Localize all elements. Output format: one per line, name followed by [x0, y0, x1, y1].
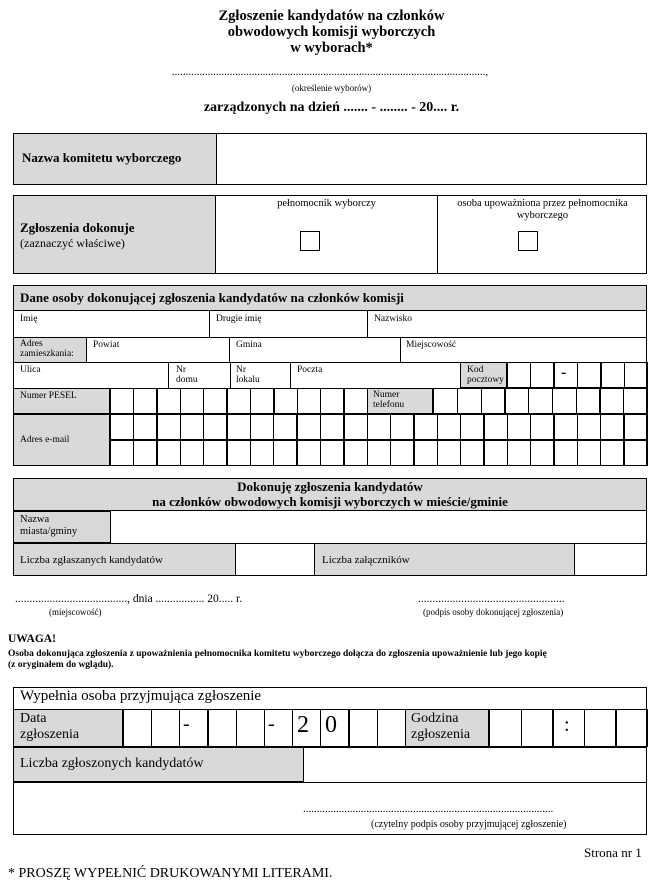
post-office-label: Poczta [297, 365, 323, 375]
time-l2: zgłoszenia [411, 727, 471, 742]
email-char-cell[interactable] [390, 440, 414, 466]
pesel-digit-cell[interactable] [297, 388, 321, 414]
place-caption: (miejscowość) [49, 607, 102, 617]
email-char-cell[interactable] [624, 440, 648, 466]
email-char-cell[interactable] [157, 440, 181, 466]
city-l2: miasta/gminy [20, 526, 78, 537]
note-text-l1: Osoba dokonująca zgłoszenia z upoważnienia pełnomocnika komitetu wyborczego dołącza do zgłoszenia upoważnienie lub jego kopię [8, 649, 547, 659]
first-name-input[interactable] [14, 324, 208, 336]
year-digit-2: 2 [297, 712, 309, 738]
row-line [13, 782, 647, 783]
last-name-input[interactable] [368, 324, 646, 336]
phone-label [373, 390, 404, 410]
receiver-title: Wypełnia osoba przyjmująca zgłoszenie [20, 688, 262, 704]
postal-code-l1: Kod [467, 365, 484, 375]
phone-digit-cell[interactable] [623, 388, 648, 414]
address-label-l2: zamieszkania: [20, 349, 74, 359]
attachments-count-label: Liczba załączników [322, 554, 410, 566]
time-colon: : [564, 714, 570, 736]
receipt-date-digit-cell[interactable] [236, 709, 265, 747]
house-no-label [176, 365, 198, 385]
email-char-cell[interactable] [367, 414, 391, 440]
commune-label: Gmina [236, 340, 262, 350]
email-char-cell[interactable] [297, 440, 321, 466]
note-title: UWAGA! [8, 633, 56, 645]
row-line [13, 337, 647, 338]
date-dash-2: - [268, 713, 275, 735]
county-label: Powiat [93, 340, 120, 350]
page-number: Strona nr 1 [584, 845, 642, 860]
candidates-count-label: Liczba zgłaszanych kandydatów [20, 554, 163, 566]
divider [229, 337, 230, 362]
divider [290, 362, 291, 388]
email-char-cell[interactable] [273, 440, 297, 466]
email-char-cell[interactable] [460, 440, 484, 466]
email-char-cell[interactable] [110, 440, 134, 466]
receipt-time-digit-cell[interactable] [615, 709, 648, 747]
email-char-cell[interactable] [297, 414, 321, 440]
email-char-cell[interactable] [250, 414, 274, 440]
pesel-digit-cell[interactable] [133, 388, 157, 414]
middle-name-label: Drugie imię [216, 314, 262, 324]
receipt-date-digit-cell[interactable] [123, 709, 152, 747]
divider [230, 362, 231, 388]
note-text-l2: (z oryginałem do wglądu). [8, 660, 114, 670]
email-char-cell[interactable] [227, 414, 251, 440]
receipt-date-label [20, 711, 79, 743]
pesel-digit-cell[interactable] [274, 388, 298, 414]
divider [168, 362, 169, 388]
option-authorized-label [440, 198, 645, 222]
house-no-l2: domu [176, 375, 198, 385]
submitter-hint: (zaznaczyć właściwe) [20, 236, 125, 250]
email-char-cell[interactable] [367, 440, 391, 466]
email-label: Adres e-mail [20, 435, 70, 445]
email-char-cell[interactable] [133, 414, 157, 440]
receipt-time-digit-cell[interactable] [584, 709, 617, 747]
date-dash-1: - [183, 713, 190, 735]
email-char-cell[interactable] [133, 440, 157, 466]
committee-name-input[interactable] [218, 134, 646, 184]
first-name-label: Imię [20, 314, 38, 324]
pesel-digit-cell[interactable] [110, 388, 134, 414]
email-char-cell[interactable] [227, 440, 251, 466]
postal-code-digit-cell[interactable] [624, 362, 648, 388]
address-label [20, 339, 74, 359]
option-proxy-checkbox[interactable] [300, 231, 320, 251]
phone-digit-cell[interactable] [433, 388, 458, 414]
receiver-signature-caption: (czytelny podpis osoby przyjmującej zgłoszenie) [371, 819, 567, 830]
email-char-cell[interactable] [180, 440, 204, 466]
city-l1: Nazwa [20, 514, 50, 525]
title-line-2: obwodowych komisji wyborczych [227, 24, 436, 40]
email-char-cell[interactable] [600, 440, 624, 466]
address-label-l1: Adres [20, 339, 43, 349]
receiver-signature-field[interactable]: ........................................................................................... [303, 803, 554, 815]
flat-no-label [236, 365, 260, 385]
person-section-title: Dane osoby dokonującej zgłoszenia kandydatów na członków komisji [20, 290, 404, 305]
year-digit-0: 0 [325, 712, 337, 738]
pesel-digit-cell[interactable] [320, 388, 344, 414]
note-text [8, 649, 658, 671]
email-char-cell[interactable] [460, 414, 484, 440]
election-caption: (określenie wyborów) [291, 83, 372, 93]
attachments-count-input[interactable] [576, 544, 646, 575]
submitter-signature-field[interactable]: ................................................... [418, 593, 565, 605]
phone-l1: Numer [373, 390, 400, 400]
receipt-time-digit-cell[interactable] [489, 709, 522, 747]
pesel-digit-cell[interactable] [180, 388, 204, 414]
email-char-cell[interactable] [577, 414, 601, 440]
phone-digit-cell[interactable] [576, 388, 601, 414]
email-char-cell[interactable] [577, 440, 601, 466]
flat-no-l2: lokalu [236, 375, 260, 385]
email-char-cell[interactable] [600, 414, 624, 440]
flat-no-l1: Nr [236, 365, 247, 375]
postal-code-l2: pocztowy [467, 375, 504, 385]
email-char-cell[interactable] [507, 440, 531, 466]
email-char-cell[interactable] [437, 414, 461, 440]
middle-name-input[interactable] [210, 324, 366, 336]
form-title [0, 8, 663, 56]
street-label: Ulica [20, 365, 41, 375]
email-char-cell[interactable] [624, 414, 648, 440]
receipt-date-digit-cell[interactable] [208, 709, 237, 747]
last-name-label: Nazwisko [374, 314, 412, 324]
submission-title-l1: Dokonuję zgłoszenia kandydatów [237, 479, 423, 494]
time-label [411, 711, 470, 743]
postal-code-digit-cell[interactable] [530, 362, 554, 388]
email-char-cell[interactable] [344, 440, 368, 466]
postal-dash: - [561, 364, 567, 381]
house-no-l1: Nr [176, 365, 187, 375]
receipt-time-digit-cell[interactable] [521, 709, 554, 747]
phone-digit-cell[interactable] [528, 388, 553, 414]
email-char-cell[interactable] [157, 414, 181, 440]
phone-digit-cell[interactable] [599, 388, 624, 414]
submission-title [13, 479, 647, 509]
email-char-cell[interactable] [414, 440, 438, 466]
pesel-label: Numer PESEL [20, 391, 77, 401]
pesel-digit-cell[interactable] [227, 388, 251, 414]
footnote: * PROSZĘ WYPEŁNIĆ DRUKOWANYMI LITERAMI. [8, 866, 333, 881]
email-char-cell[interactable] [554, 440, 578, 466]
committee-label: Nazwa komitetu wyborczego [22, 150, 182, 165]
receipt-date-digit-cell[interactable] [151, 709, 180, 747]
submission-title-l2: na członków obwodowych komisji wyborczych w mieście/gminie [152, 494, 508, 509]
place-date-field[interactable]: ......................................., dnia ................. 20..... r. [15, 593, 243, 605]
postal-code-digit-cell[interactable] [507, 362, 531, 388]
email-char-cell[interactable] [414, 414, 438, 440]
title-line-3: w wyborach* [290, 40, 373, 56]
pesel-digit-cell[interactable] [344, 388, 368, 414]
phone-digit-cell[interactable] [552, 388, 577, 414]
option-authorized-checkbox[interactable] [518, 231, 538, 251]
email-char-cell[interactable] [507, 414, 531, 440]
email-char-cell[interactable] [344, 414, 368, 440]
email-char-cell[interactable] [554, 414, 578, 440]
phone-digit-cell[interactable] [457, 388, 482, 414]
email-char-cell[interactable] [320, 414, 344, 440]
receipt-date-l1: Data [20, 711, 47, 726]
receipt-date-l2: zgłoszenia [20, 727, 80, 742]
city-label [20, 514, 77, 538]
divider [437, 195, 438, 274]
email-char-cell[interactable] [203, 414, 227, 440]
email-char-cell[interactable] [273, 414, 297, 440]
received-count-input[interactable] [305, 748, 646, 781]
email-char-cell[interactable] [437, 440, 461, 466]
town-label: Miejscowość [406, 340, 457, 350]
email-char-cell[interactable] [390, 414, 414, 440]
email-char-cell[interactable] [250, 440, 274, 466]
time-l1: Godzina [411, 711, 459, 726]
postal-code-label [467, 365, 504, 385]
pesel-digit-cell[interactable] [250, 388, 274, 414]
email-char-cell[interactable] [110, 414, 134, 440]
email-char-cell[interactable] [180, 414, 204, 440]
email-char-cell[interactable] [203, 440, 227, 466]
title-line-1: Zgłoszenie kandydatów na członków [218, 8, 445, 24]
postal-code-digit-cell[interactable] [601, 362, 625, 388]
ordered-date[interactable]: zarządzonych na dzień ....... - ........ - 20.... r. [203, 100, 460, 115]
submitter-label: Zgłoszenia dokonuje [20, 220, 135, 235]
pesel-digit-cell[interactable] [203, 388, 227, 414]
candidates-count-input[interactable] [237, 544, 314, 575]
email-char-cell[interactable] [484, 414, 508, 440]
postal-code-digit-cell[interactable] [577, 362, 601, 388]
option-authorized-text: osoba upoważniona przez pełnomocnika wyborczego [457, 198, 628, 221]
city-input[interactable] [112, 512, 646, 542]
phone-digit-cell[interactable] [504, 388, 529, 414]
election-name-field[interactable]: .................................................................................................................., [171, 66, 489, 78]
pesel-digit-cell[interactable] [157, 388, 181, 414]
phone-l2: telefonu [373, 400, 405, 410]
phone-digit-cell[interactable] [481, 388, 506, 414]
email-char-cell[interactable] [320, 440, 344, 466]
divider [400, 337, 401, 362]
receipt-date-digit-cell[interactable] [349, 709, 378, 747]
received-count-label: Liczba zgłoszonych kandydatów [20, 756, 204, 771]
email-char-cell[interactable] [530, 414, 554, 440]
submitter-signature-caption: (podpis osoby dokonującej zgłoszenia) [423, 607, 564, 617]
email-char-cell[interactable] [484, 440, 508, 466]
option-proxy-label: pełnomocnik wyborczy [277, 198, 376, 209]
receipt-date-digit-cell[interactable] [377, 709, 406, 747]
email-char-cell[interactable] [530, 440, 554, 466]
